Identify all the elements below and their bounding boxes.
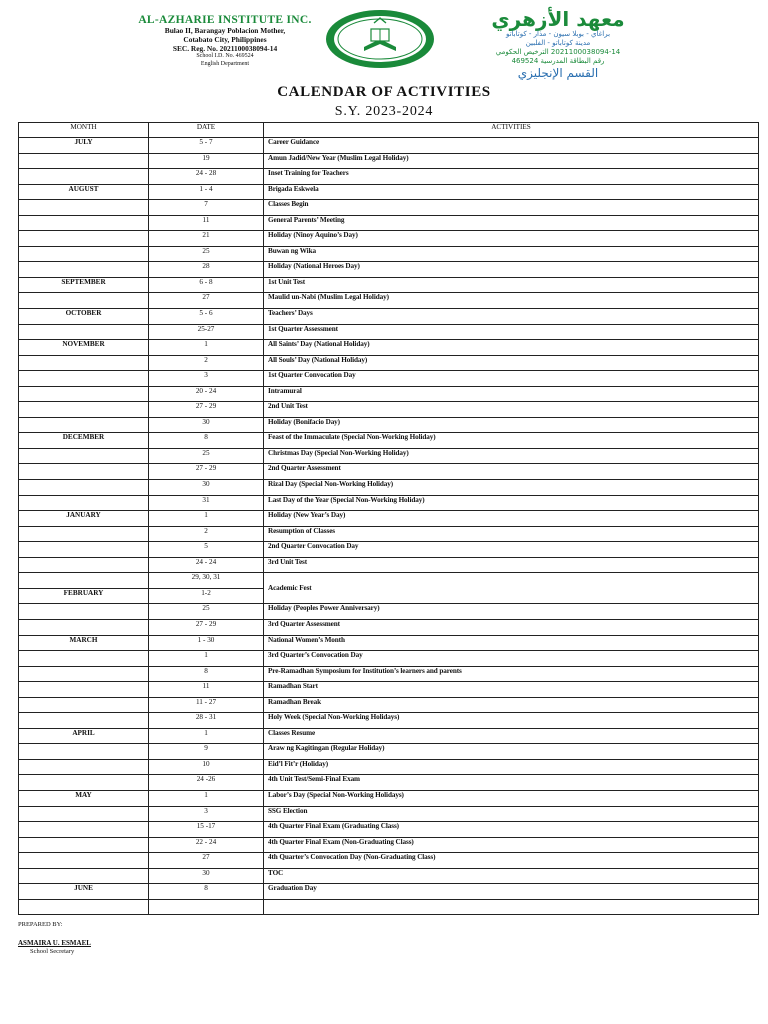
activity-cell: 4th Quarter Final Exam (Non-Graduating Class): [264, 837, 759, 853]
month-cell: SEPTEMBER: [19, 277, 149, 293]
month-cell: [19, 837, 149, 853]
month-cell: [19, 495, 149, 511]
address-line-1: Bulao II, Barangay Poblacion Mother,: [164, 26, 286, 35]
arabic-address-2: مدينة كوتاباتو - الفلبين: [525, 39, 591, 47]
table-row: [19, 169, 759, 185]
activity-cell: Maulid un-Nabi (Muslim Legal Holiday): [264, 293, 759, 309]
date-cell: 1: [149, 511, 264, 527]
month-cell: [19, 215, 149, 231]
table-row: [19, 790, 759, 806]
date-cell: 19: [149, 153, 264, 169]
activity-cell: 1st Quarter Assessment: [264, 324, 759, 340]
table-row: [19, 324, 759, 340]
calendar-body: [19, 138, 759, 915]
school-year: S.Y. 2023-2024: [334, 104, 434, 119]
month-cell: FEBRUARY: [19, 588, 149, 604]
date-cell: 5 - 6: [149, 309, 264, 325]
activity-cell: Holiday (New Year’s Day): [264, 511, 759, 527]
activity-cell: National Women’s Month: [264, 635, 759, 651]
month-cell: [19, 293, 149, 309]
activity-cell: Ramadhan Start: [264, 682, 759, 698]
activity-cell: SSG Election: [264, 806, 759, 822]
month-cell: JULY: [19, 138, 149, 154]
month-cell: [19, 682, 149, 698]
date-cell: 31: [149, 495, 264, 511]
activity-cell: Holy Week (Special Non-Working Holidays): [264, 713, 759, 729]
activity-cell: All Saints’ Day (National Holiday): [264, 340, 759, 356]
table-row: [19, 402, 759, 418]
activity-cell: Holiday (Ninoy Aquino’s Day): [264, 231, 759, 247]
table-row: [19, 340, 759, 356]
activity-cell: 3rd Unit Test: [264, 557, 759, 573]
date-cell: 10: [149, 759, 264, 775]
activity-cell: Resumption of Classes: [264, 526, 759, 542]
institute-name: AL-AZHARIE INSTITUTE INC.: [138, 14, 312, 26]
activity-cell: Christmas Day (Special Non-Working Holiday): [264, 448, 759, 464]
month-cell: [19, 744, 149, 760]
table-row: [19, 557, 759, 573]
month-cell: [19, 371, 149, 387]
activity-cell: Last Day of the Year (Special Non-Working Holiday): [264, 495, 759, 511]
activity-cell: Graduation Day: [264, 884, 759, 900]
header-date: DATE: [149, 123, 264, 138]
date-cell: 29, 30, 31: [149, 573, 264, 589]
activity-cell: 4th Quarter’s Convocation Day (Non-Graduating Class): [264, 853, 759, 869]
activity-cell: General Parents’ Meeting: [264, 215, 759, 231]
arabic-institute-name: معهد الأزهري: [491, 7, 625, 31]
activity-cell: Ramadhan Break: [264, 697, 759, 713]
month-cell: [19, 759, 149, 775]
letterhead-left: [132, 14, 318, 68]
month-cell: [19, 619, 149, 635]
signer-name: ASMAIRA U. ESMAEL: [18, 939, 91, 947]
date-cell: 1-2: [149, 588, 264, 604]
month-cell: [19, 697, 149, 713]
table-row: [19, 309, 759, 325]
date-cell: 24 - 24: [149, 557, 264, 573]
month-cell: [19, 153, 149, 169]
month-cell: OCTOBER: [19, 309, 149, 325]
table-row: [19, 138, 759, 154]
table-row: [19, 246, 759, 262]
table-row: [19, 526, 759, 542]
date-cell: 6 - 8: [149, 277, 264, 293]
activity-cell: 2nd Quarter Assessment: [264, 464, 759, 480]
date-cell: 30: [149, 480, 264, 496]
date-cell: 5: [149, 542, 264, 558]
activity-cell: Buwan ng Wika: [264, 246, 759, 262]
date-cell: 28 - 31: [149, 713, 264, 729]
month-cell: [19, 169, 149, 185]
activity-cell: 3rd Quarter’s Convocation Day: [264, 651, 759, 667]
date-cell: 5 - 7: [149, 138, 264, 154]
date-cell: 7: [149, 200, 264, 216]
date-cell: 22 - 24: [149, 837, 264, 853]
table-row: [19, 666, 759, 682]
activity-cell: Brigada Eskwela: [264, 184, 759, 200]
month-cell: NOVEMBER: [19, 340, 149, 356]
month-cell: [19, 651, 149, 667]
activity-cell: Classes Resume: [264, 728, 759, 744]
month-cell: [19, 542, 149, 558]
table-row: [19, 231, 759, 247]
activity-cell: 1st Quarter Convocation Day: [264, 371, 759, 387]
month-cell: [19, 666, 149, 682]
activity-cell: TOC: [264, 868, 759, 884]
table-row: [19, 837, 759, 853]
table-row: [19, 153, 759, 169]
date-cell: 30: [149, 417, 264, 433]
activity-cell: All Souls’ Day (National Holiday): [264, 355, 759, 371]
activity-cell: Amun Jadid/New Year (Muslim Legal Holiday): [264, 153, 759, 169]
date-cell: [149, 899, 264, 915]
month-cell: MAY: [19, 790, 149, 806]
date-cell: 20 - 24: [149, 386, 264, 402]
date-cell: 27 - 29: [149, 464, 264, 480]
institute-seal-logo: [324, 9, 436, 69]
table-row: [19, 822, 759, 838]
month-cell: [19, 402, 149, 418]
activity-cell: Eid’l Fit’r (Holiday): [264, 759, 759, 775]
activity-cell: 4th Unit Test/Semi-Final Exam: [264, 775, 759, 791]
date-cell: 8: [149, 884, 264, 900]
activity-cell: Holiday (National Heroes Day): [264, 262, 759, 278]
table-row: [19, 184, 759, 200]
month-cell: JANUARY: [19, 511, 149, 527]
activity-cell: 2nd Quarter Convocation Day: [264, 542, 759, 558]
activity-cell: Career Guidance: [264, 138, 759, 154]
date-cell: 3: [149, 806, 264, 822]
date-cell: 25: [149, 604, 264, 620]
month-cell: [19, 573, 149, 589]
table-row: [19, 417, 759, 433]
month-cell: [19, 355, 149, 371]
date-cell: 25-27: [149, 324, 264, 340]
table-row: [19, 775, 759, 791]
school-id: School I.D. No. 469524: [196, 53, 254, 59]
table-row: [19, 293, 759, 309]
month-cell: JUNE: [19, 884, 149, 900]
table-row: [19, 386, 759, 402]
table-header-row: [19, 123, 759, 138]
table-row: [19, 495, 759, 511]
month-cell: MARCH: [19, 635, 149, 651]
table-row: [19, 448, 759, 464]
month-cell: [19, 899, 149, 915]
calendar-table: [18, 122, 759, 915]
activity-cell: 4th Quarter Final Exam (Graduating Class): [264, 822, 759, 838]
table-row: [19, 619, 759, 635]
signer-position: School Secretary: [30, 948, 75, 955]
month-cell: [19, 713, 149, 729]
activity-cell: Araw ng Kagitingan (Regular Holiday): [264, 744, 759, 760]
table-row: [19, 744, 759, 760]
table-row: [19, 697, 759, 713]
document-title: CALENDAR OF ACTIVITIES: [277, 84, 491, 100]
activity-cell: Holiday (Peoples Power Anniversary): [264, 604, 759, 620]
table-row: [19, 262, 759, 278]
date-cell: 27 - 29: [149, 619, 264, 635]
date-cell: 24 -26: [149, 775, 264, 791]
date-cell: 1 - 30: [149, 635, 264, 651]
table-row: [19, 853, 759, 869]
activity-cell: Academic Fest: [264, 573, 759, 604]
letterhead-arabic: [458, 8, 658, 80]
month-cell: [19, 231, 149, 247]
month-cell: [19, 200, 149, 216]
activity-cell: Rizal Day (Special Non-Working Holiday): [264, 480, 759, 496]
date-cell: 27: [149, 853, 264, 869]
date-cell: 11: [149, 215, 264, 231]
date-cell: 9: [149, 744, 264, 760]
header-month: MONTH: [19, 123, 149, 138]
month-cell: [19, 822, 149, 838]
table-row: [19, 884, 759, 900]
table-row: [19, 728, 759, 744]
date-cell: 1: [149, 651, 264, 667]
date-cell: 1 - 4: [149, 184, 264, 200]
month-cell: DECEMBER: [19, 433, 149, 449]
table-row: [19, 868, 759, 884]
month-cell: [19, 324, 149, 340]
month-cell: [19, 480, 149, 496]
date-cell: 28: [149, 262, 264, 278]
header-activities: ACTIVITIES: [264, 123, 759, 138]
table-row: [19, 355, 759, 371]
activity-cell: Inset Training for Teachers: [264, 169, 759, 185]
department-label: English Department: [200, 60, 250, 67]
arabic-department: القسم الإنجليزي: [517, 66, 599, 80]
month-cell: [19, 526, 149, 542]
month-cell: [19, 775, 149, 791]
month-cell: [19, 417, 149, 433]
month-cell: [19, 386, 149, 402]
date-cell: 11: [149, 682, 264, 698]
date-cell: 1: [149, 790, 264, 806]
date-cell: 2: [149, 526, 264, 542]
activity-cell: 3rd Quarter Assessment: [264, 619, 759, 635]
table-row: [19, 464, 759, 480]
table-row: [19, 371, 759, 387]
date-cell: 24 - 28: [149, 169, 264, 185]
address-line-2: Cotabato City, Philippines: [183, 35, 267, 44]
date-cell: 27 - 29: [149, 402, 264, 418]
date-cell: 11 - 27: [149, 697, 264, 713]
activity-cell: 1st Unit Test: [264, 277, 759, 293]
month-cell: [19, 604, 149, 620]
activity-cell: Feast of the Immaculate (Special Non-Working Holiday): [264, 433, 759, 449]
activity-cell: Pre-Ramadhan Symposium for Institution’s learners and parents: [264, 666, 759, 682]
table-row: [19, 759, 759, 775]
table-row: [19, 635, 759, 651]
date-cell: 1: [149, 340, 264, 356]
table-row: [19, 200, 759, 216]
activity-cell: Holiday (Bonifacio Day): [264, 417, 759, 433]
date-cell: 25: [149, 448, 264, 464]
date-cell: 25: [149, 246, 264, 262]
arabic-school-id: رقم البطاقة المدرسية 469524: [511, 57, 605, 65]
prepared-by-label: PREPARED BY:: [18, 921, 63, 928]
month-cell: [19, 853, 149, 869]
activity-cell: Teachers’ Days: [264, 309, 759, 325]
date-cell: 2: [149, 355, 264, 371]
month-cell: [19, 448, 149, 464]
activity-cell: Classes Begin: [264, 200, 759, 216]
date-cell: 3: [149, 371, 264, 387]
month-cell: [19, 868, 149, 884]
date-cell: 27: [149, 293, 264, 309]
month-cell: [19, 806, 149, 822]
date-cell: 30: [149, 868, 264, 884]
table-row: [19, 511, 759, 527]
table-row: [19, 651, 759, 667]
table-row: [19, 713, 759, 729]
month-cell: [19, 464, 149, 480]
activity-cell: Labor’s Day (Special Non-Working Holidays): [264, 790, 759, 806]
activity-cell: 2nd Unit Test: [264, 402, 759, 418]
table-row: [19, 682, 759, 698]
date-cell: 15 -17: [149, 822, 264, 838]
table-row: [19, 480, 759, 496]
date-cell: 8: [149, 666, 264, 682]
table-row: [19, 604, 759, 620]
table-row: [19, 899, 759, 915]
table-row: [19, 806, 759, 822]
month-cell: [19, 246, 149, 262]
month-cell: APRIL: [19, 728, 149, 744]
date-cell: 8: [149, 433, 264, 449]
activity-cell: [264, 899, 759, 915]
arabic-registration: 2021100038094-14 الترخيص الحكومي: [495, 48, 621, 56]
month-cell: [19, 262, 149, 278]
activity-cell: Intramural: [264, 386, 759, 402]
table-row: [19, 542, 759, 558]
date-cell: 21: [149, 231, 264, 247]
sec-registration: SEC. Reg. No. 2021100038094-14: [172, 44, 278, 53]
month-cell: [19, 557, 149, 573]
arabic-address-1: براغاي - بوبلا سيون - مذار - كوتاباتو: [505, 30, 611, 38]
table-row: [19, 433, 759, 449]
table-row: [19, 277, 759, 293]
table-row: [19, 215, 759, 231]
month-cell: AUGUST: [19, 184, 149, 200]
table-row: [19, 573, 759, 589]
date-cell: 1: [149, 728, 264, 744]
